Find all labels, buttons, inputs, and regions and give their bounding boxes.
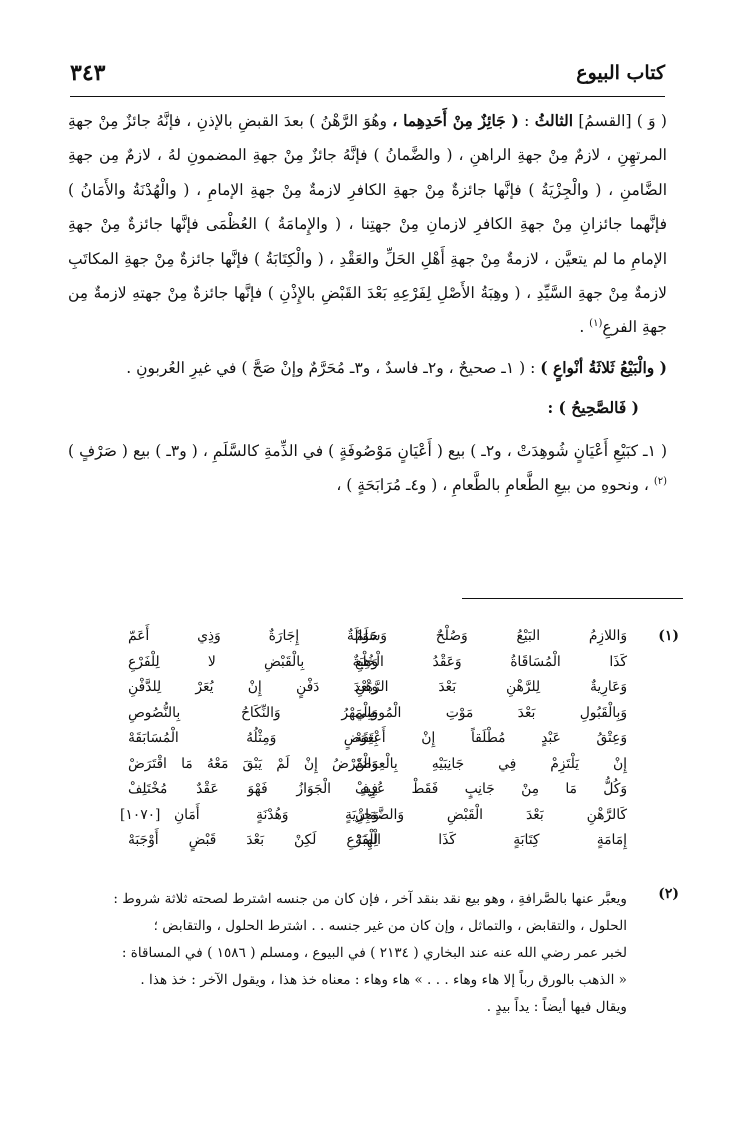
section-heading-valid: ( فَالصَّحِيحُ ) : xyxy=(547,398,639,418)
text-run: : xyxy=(518,112,535,130)
footnote-2-text xyxy=(66,886,627,1021)
poem-verse xyxy=(120,806,627,832)
poem-verse xyxy=(128,628,627,653)
hemistich-first: وَعِتْقُ عَبْدٍ مُطْلَقاً إِنْ أَعْتَقَهْ xyxy=(355,730,627,746)
paragraph-third-category xyxy=(68,104,667,345)
text-run: . xyxy=(579,318,590,337)
text-run: ( وَ ) [القسمُ] xyxy=(573,112,667,130)
hemistich-first: وَعَارِيةٌ لِلرَّهْنِ بَعْدَ الرَّهْنِ xyxy=(355,679,627,695)
poem-verse xyxy=(128,730,627,755)
text-run: ، ونحوهِ من بيعِ الطَّعامِ بالطَّعامِ ، ( و٤ـ مُرَابَحَةٍ ) ، xyxy=(336,476,654,495)
footnote-separator xyxy=(462,598,683,599)
poem-verse xyxy=(128,832,627,857)
hemistich-second: وَالْمَهْرُ وَالنِّكَاحُ بِالنُّصُوصِ xyxy=(128,704,378,721)
hemistich-first: وَكُلُّ مَا مِنْ جَانِبٍ فَقَطْ عُرِفْ xyxy=(355,781,627,797)
hemistich-first: كَالرَّهْنِ بَعْدَ الْقَبْضِ وَالضَّمَانِ xyxy=(355,806,627,823)
poem-reference: [١٠٧٠] xyxy=(120,806,161,823)
poem-verse xyxy=(128,705,627,730)
main-text xyxy=(68,104,667,502)
footnote-line: ويعبَّر عنها بالصَّرافةِ ، وهو بيع نقد بنقد آخر ، فإن كان من جنسه اشترط لصحته ثلاثة شروط : xyxy=(113,891,627,907)
poem-verse xyxy=(128,756,627,781)
hemistich-second: وبَعْدَ دَفْنٍ إِنْ يُعَرْ لِلدَّفْنِ xyxy=(128,679,378,695)
poem-verse xyxy=(128,679,627,704)
text-run: ( ١ـ كبَيْعِ أَعْيَانٍ شُوهِدَتْ ، و٢ـ ) بيع ( أَعْيَانٍ مَوْصُوفَةٍ ) في الذِّمةِ كالسَّلَمِ ، ( و٣ـ ) بيع ( صَرْفٍ ) xyxy=(68,441,668,460)
footnote-poem xyxy=(120,628,627,886)
running-title: كتاب البيوع xyxy=(576,62,665,84)
poem-verse xyxy=(128,781,627,806)
hemistich-second: فِيهِ الْجَوَازُ فَهْوَ عَقْدٌ مُخْتَلِفْ xyxy=(128,781,378,797)
hemistich-first: كَذَا الْمُسَاقَاةُ وَعَقْدُ الْخُلْعِ xyxy=(355,653,627,670)
footnote-line: لخبر عمر رضي الله عنه عند البخاري ( ٢١٣٤ ) في البيوع ، ومسلم ( ١٥٨٦ ) في المساقاة : xyxy=(121,945,627,961)
bold-run: ( جَائِزٌ مِنْ أَحَدِهِما ، xyxy=(392,111,519,130)
footnote-number-2: (٢) xyxy=(658,886,679,902)
bold-run: الثالثُ xyxy=(534,111,574,130)
hemistich-second: لِلْفَرْعِ لَكِنْ بَعْدَ قَبْضٍ أَوْجَبَهْ xyxy=(128,832,378,848)
text-run: وهُوَ الرَّهْنُ ) بعدَ القبضِ بالإذنِ ، فإنَّهُ جائزٌ مِنْ جهةِ المرتهِنِ ، لازمٌ مِنْ جهةِ الراهنِ ، ( والضَّمانُ ) فإنَّهُ جائزٌ مِنْ جهةِ المضمونِ لهُ ، لازمٌ مِن جهةِ الضَّامنِ ، ( والْجِزْيَةُ ) فإنَّها جائزةٌ مِنْ جهةِ الكافرِ لازمةٌ مِنْ جهةِ الإمامِ ، ( والْهُدْنَةُ والأَمَانُ ) فإنَّهما جائزانِ مِنْ جهةِ الكافرِ لازمانِ مِنْ جهتِنا ، ( والإِمامَةُ ) العُظْمَى فإنَّها جائزةٌ مِنْ جهةِ الإمامِ ما لم يتعيَّن ، لازمةٌ مِنْ جهةِ أَهْلِ الحَلِّ والعَقْدِ ، ( والْكِتَابَةُ ) فإنَّها جائزةٌ مِنْ جهةِ المكاتَبِ لازمةٌ مِنْ جهةِ السَّيِّدِ ، ( وهِبَةُ الأَصْلِ لِفَرْعِهِ بَعْدَ القَبْضِ بالإِذْنِ ) فإنَّها جائزةٌ مِنْ جهتهِ لازمةٌ مِن جهةِ الفرعِ xyxy=(68,112,667,337)
hemistich-second: وَجِزْيَةٍ وَهُدْنَةٍ أَمَانِ xyxy=(174,806,379,823)
footnote-line: الحلول ، والتقابض ، والتماثل ، وإن كان من غير جنسه . . اشترط الحلول ، والتقابض ؛ xyxy=(153,918,627,934)
footnote-number-1: (١) xyxy=(658,628,679,644)
poem-verse xyxy=(128,654,627,679)
hemistich-first: وَبِالْقَبُولِ بَعْدَ مَوْتِ الْمُوصِي xyxy=(355,704,627,721)
hemistich-second: حَوَالَةٌ إِجَارَةٌ وَذِي أَعَمّ xyxy=(128,628,378,644)
footnote-line: « الذهب بالورق رباً إلا هاء وهاء . . . » هاء وهاء : معناه خذ هذا ، ويقول الآخر : خذ هذا . xyxy=(140,972,627,988)
header-rule xyxy=(70,96,665,97)
hemistich-second: وَهِبَةٌ بِالْقَبْضِ لا لِلْفَرْعِ xyxy=(128,653,378,670)
hemistich-first: وَاللازِمُ البَيْعُ وَصُلْحٌ وَسَلَمْ xyxy=(355,628,627,644)
paragraph-valid-sales xyxy=(68,434,667,503)
text-run: : ( ١ـ صحيحٌ ، و٢ـ فاسدٌ ، و٣ـ مُحَرَّمٌ وإنْ صَحَّ ) في غيرِ العُربونِ . xyxy=(126,358,541,377)
paragraph-sale-types xyxy=(68,351,667,385)
hemistich-first: إِنْ يَلْتَزِمْ فِي جَانِبَيْهِ بِالْعِوَضْ xyxy=(355,755,627,772)
page-header xyxy=(70,58,665,92)
footnote-ref-2[interactable]: (٢) xyxy=(653,475,667,487)
page-number: ٣٤٣ xyxy=(70,60,106,86)
bold-run: ( والْبَيْعُ ثَلاثَةُ أنْواعٍ ) xyxy=(540,357,667,377)
hemistich-first: إِمَامَةٍ كِتَابَةٍ كَذَا الْهِبَهْ xyxy=(355,832,627,848)
hemistich-second: وَالْقَرْضُ إِنْ لَمْ يَبْقَ مَعْهُ مَا اقْتَرَضْ xyxy=(128,755,378,772)
footnote-ref-1[interactable]: (١) xyxy=(589,318,603,330)
hemistich-second: بِعِوَضٍ وَمِثْلُهُ الْمُسَابَقَهْ xyxy=(128,730,378,746)
footnote-line: ويقال فيها أيضاً : يداً بيدٍ . xyxy=(486,999,627,1015)
